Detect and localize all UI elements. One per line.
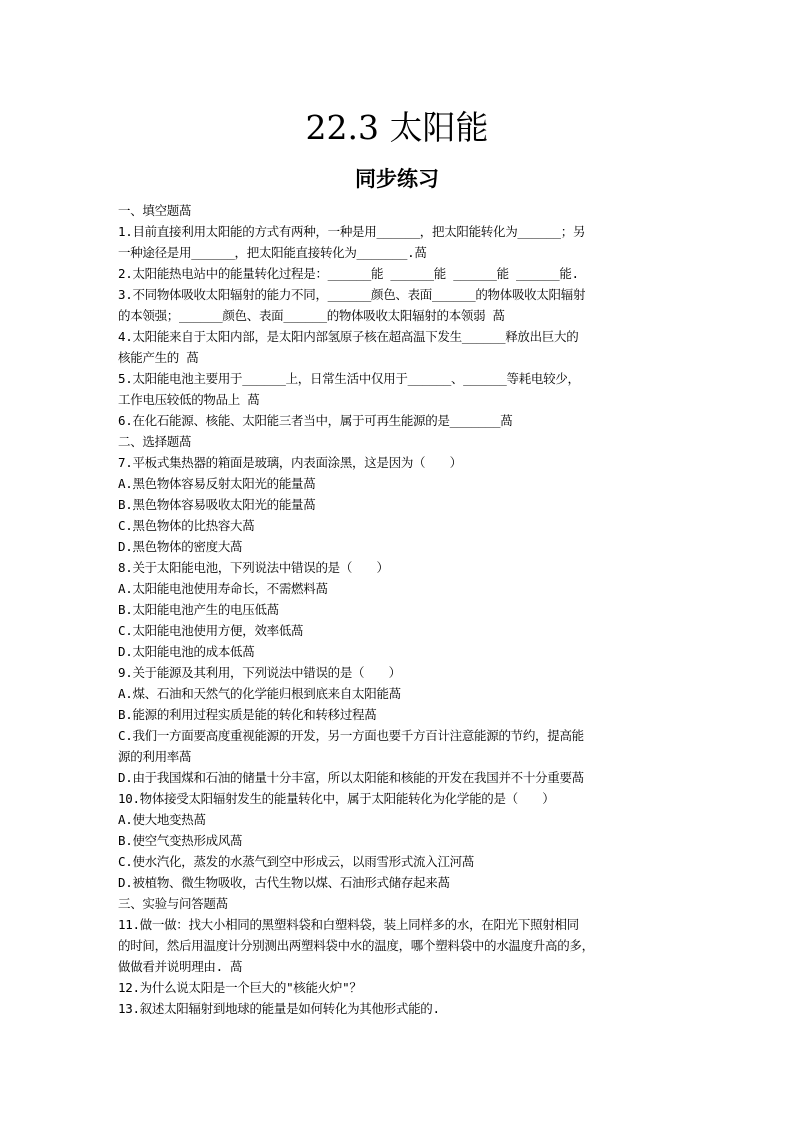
question-9: 9.关于能源及其利用，下列说法中错误的是（ ）: [118, 665, 401, 680]
question-8-option-a: A.太阳能电池使用寿命长，不需燃料萵: [118, 581, 328, 596]
question-10: 10.物体接受太阳辐射发生的能量转化中，属于太阳能转化为化学能的是（ ）: [118, 791, 555, 806]
question-7-option-a: A.黑色物体容易反射太阳光的能量萵: [118, 476, 316, 491]
question-10-option-d: D.被植物、微生物吸收，古代生物以煤、石油形式储存起来萵: [118, 875, 450, 890]
question-12: 12.为什么说太阳是一个巨大的"核能火炉"？: [118, 980, 362, 995]
question-10-option-c: C.使水汽化，蒸发的水蒸气到空中形成云，以雨雪形式流入江河萵: [118, 854, 475, 869]
question-1-line-1: 1.目前直接利用太阳能的方式有两种，一种是用______，把太阳能转化为______；另: [118, 224, 586, 239]
question-4-line-1: 4.太阳能来自于太阳内部，是太阳内部氢原子核在超高温下发生______释放出巨大的: [118, 329, 579, 344]
question-5-line-1: 5.太阳能电池主要用于______上，日常生活中仅用于______、______等耗电较少，: [118, 371, 580, 386]
question-2: 2.太阳能热电站中的能量转化过程是：______能 ______能 ______能 ______能.: [118, 266, 579, 281]
question-11-line-3: 做做看并说明理由. 萵: [118, 959, 243, 974]
question-13: 13.叙述太阳辐射到地球的能量是如何转化为其他形式能的.: [118, 1001, 440, 1016]
exercise-body: [118, 200, 678, 1019]
question-3-line-1: 3.不同物体吸收太阳辐射的能力不同，______颜色、表面______的物体吸收太阳辐射: [118, 287, 586, 302]
question-8-option-d: D.太阳能电池的成本低萵: [118, 644, 255, 659]
question-11-line-2: 的时间，然后用温度计分别测出两塑料袋中水的温度，哪个塑料袋中的水温度升高的多，: [118, 938, 594, 953]
question-5-line-2: 工作电压较低的物品上 萵: [118, 392, 260, 407]
question-7-option-c: C.黑色物体的比热容大萵: [118, 518, 255, 533]
question-4-line-2: 核能产生的 萵: [118, 350, 199, 365]
question-9-option-d: D.由于我国煤和石油的储量十分丰富，所以太阳能和核能的开发在我国并不十分重要萵: [118, 770, 584, 785]
question-7-option-d: D.黑色物体的密度大萵: [118, 539, 243, 554]
question-9-option-c-line-1: C.我们一方面要高度重视能源的开发，另一方面也要千方百计注意能源的节约，提高能: [118, 728, 584, 743]
question-9-option-a: A.煤、石油和天然气的化学能归根到底来自太阳能萵: [118, 686, 401, 701]
question-7: 7.平板式集热器的箱面是玻璃，内表面涂黑，这是因为（ ）: [118, 455, 462, 470]
document-subtitle: 同步练习: [355, 166, 439, 191]
question-10-option-a: A.使大地变热萵: [118, 812, 206, 827]
question-6: 6.在化石能源、核能、太阳能三者当中，属于可再生能源的是_______萵: [118, 413, 513, 428]
section-heading-choice: 二、选择题萵: [118, 434, 192, 449]
question-11-line-1: 11.做一做：找大小相同的黑塑料袋和白塑料袋，装上同样多的水，在阳光下照射相同: [118, 917, 579, 932]
question-7-option-b: B.黑色物体容易吸收太阳光的能量萵: [118, 497, 316, 512]
question-10-option-b: B.使空气变热形成风萵: [118, 833, 243, 848]
question-8-option-c: C.太阳能电池使用方便，效率低萵: [118, 623, 304, 638]
document-title: 22.3 太阳能: [305, 108, 489, 147]
question-8: 8.关于太阳能电池，下列说法中错误的是（ ）: [118, 560, 389, 575]
question-8-option-b: B.太阳能电池产生的电压低萵: [118, 602, 279, 617]
question-3-line-2: 的本领强；______颜色、表面______的物体吸收太阳辐射的本领弱 萵: [118, 308, 505, 323]
section-heading-experiment: 三、实验与问答题萵: [118, 896, 228, 911]
section-heading-fill-blank: 一、填空题萵: [118, 203, 192, 218]
question-1-line-2: 一种途径是用______，把太阳能直接转化为_______.萵: [118, 245, 427, 260]
question-9-option-c-line-2: 源的利用率萵: [118, 749, 192, 764]
question-9-option-b: B.能源的利用过程实质是能的转化和转移过程萵: [118, 707, 377, 722]
